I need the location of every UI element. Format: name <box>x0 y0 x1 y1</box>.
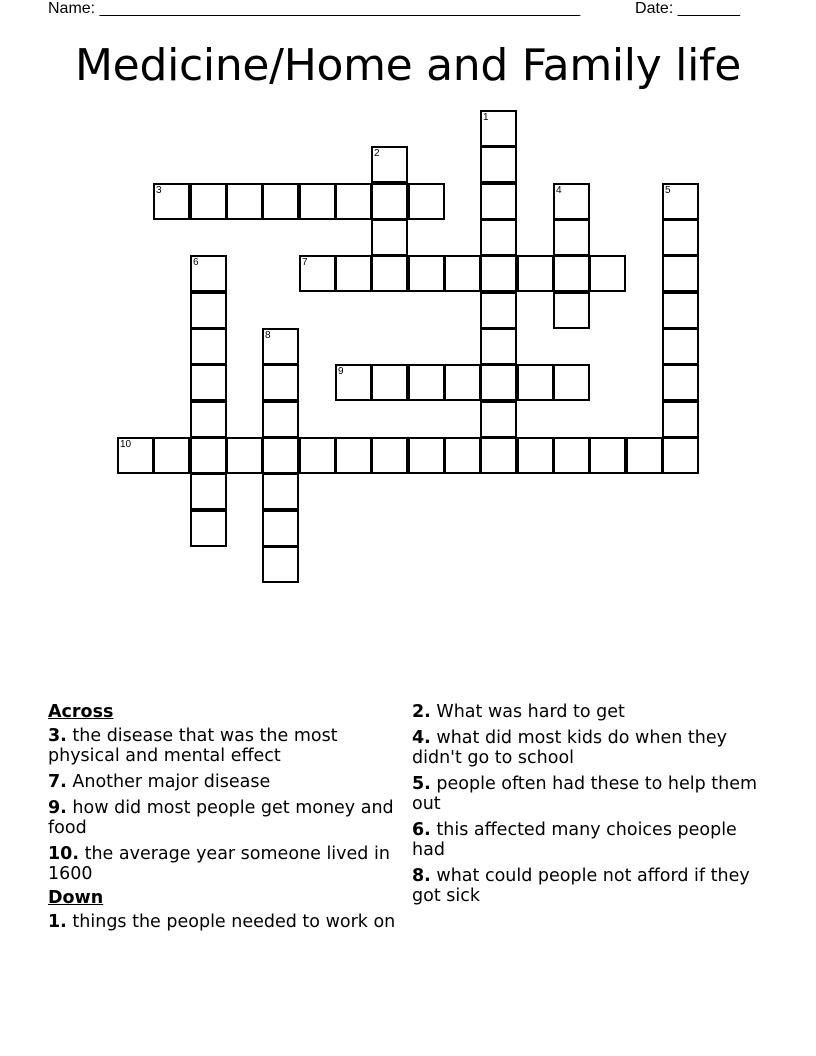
clue-text: things the people needed to work on <box>72 912 396 932</box>
grid-cell[interactable] <box>589 437 626 474</box>
grid-cell[interactable] <box>480 146 517 183</box>
page-title: Medicine/Home and Family life <box>75 40 741 91</box>
grid-cell[interactable] <box>299 437 336 474</box>
clue-number: 5. <box>412 774 431 794</box>
cell-number: 3 <box>156 185 162 196</box>
clue-text: the average year someone lived in 1600 <box>48 844 390 884</box>
clue-across-7 <box>48 772 398 792</box>
clue-text: people often had these to help them out <box>412 774 758 814</box>
grid-cell[interactable] <box>517 364 554 401</box>
grid-cell[interactable] <box>408 183 445 220</box>
grid-cell[interactable] <box>335 364 372 401</box>
grid-cell[interactable] <box>662 364 699 401</box>
clue-text: how did most people get money and food <box>48 798 394 838</box>
cell-number: 1 <box>483 112 489 123</box>
clue-number: 6. <box>412 820 431 840</box>
clue-down-1 <box>48 912 398 932</box>
grid-cell[interactable] <box>371 255 408 292</box>
clue-down-8 <box>412 866 762 906</box>
grid-cell[interactable] <box>117 437 154 474</box>
grid-cell[interactable] <box>153 437 190 474</box>
grid-cell[interactable] <box>517 437 554 474</box>
clue-down-4 <box>412 728 762 768</box>
clue-text: Another major disease <box>72 772 271 792</box>
grid-cell[interactable] <box>226 437 263 474</box>
cell-number: 10 <box>120 439 132 450</box>
grid-cell[interactable] <box>371 219 408 256</box>
grid-cell[interactable] <box>662 183 699 220</box>
clue-text: What was hard to get <box>436 702 625 722</box>
grid-cell[interactable] <box>262 546 299 583</box>
clue-across-10 <box>48 844 398 884</box>
name-field[interactable]: Name: ______________________________________________________ <box>48 0 581 17</box>
grid-cell[interactable] <box>190 364 227 401</box>
clue-number: 1. <box>48 912 67 932</box>
grid-cell[interactable] <box>408 364 445 401</box>
clue-text: what could people not afford if they got sick <box>412 866 750 906</box>
clue-number: 3. <box>48 726 67 746</box>
cell-number: 5 <box>665 185 671 196</box>
clue-number: 8. <box>412 866 431 886</box>
grid-cell[interactable] <box>262 183 299 220</box>
clue-number: 4. <box>412 728 431 748</box>
grid-cell[interactable] <box>190 401 227 438</box>
grid-cell[interactable] <box>553 183 590 220</box>
grid-cell[interactable] <box>299 183 336 220</box>
grid-cell[interactable] <box>480 401 517 438</box>
grid-cell[interactable] <box>371 364 408 401</box>
clue-number: 9. <box>48 798 67 818</box>
clues-right-column <box>412 702 762 912</box>
grid-cell[interactable] <box>190 183 227 220</box>
grid-cell[interactable] <box>662 255 699 292</box>
grid-cell[interactable] <box>190 510 227 547</box>
grid-cell[interactable] <box>335 255 372 292</box>
grid-cell[interactable] <box>444 364 481 401</box>
grid-cell[interactable] <box>553 219 590 256</box>
grid-cell[interactable] <box>262 364 299 401</box>
grid-cell[interactable] <box>371 183 408 220</box>
clue-number: 2. <box>412 702 431 722</box>
clue-text: what did most kids do when they didn't go to school <box>412 728 727 768</box>
grid-cell[interactable] <box>662 219 699 256</box>
clue-number: 7. <box>48 772 67 792</box>
grid-cell[interactable] <box>262 401 299 438</box>
clue-across-9 <box>48 798 398 838</box>
grid-cell[interactable] <box>480 255 517 292</box>
grid-cell[interactable] <box>408 437 445 474</box>
grid-cell[interactable] <box>444 437 481 474</box>
grid-cell[interactable] <box>517 255 554 292</box>
grid-cell[interactable] <box>553 437 590 474</box>
grid-cell[interactable] <box>190 255 227 292</box>
clues-left-column <box>48 702 398 938</box>
grid-cell[interactable] <box>190 292 227 329</box>
clue-down-5 <box>412 774 762 814</box>
grid-cell[interactable] <box>480 364 517 401</box>
across-heading: Across <box>48 702 114 722</box>
grid-cell[interactable] <box>190 328 227 365</box>
grid-cell[interactable] <box>553 364 590 401</box>
grid-cell[interactable] <box>299 255 336 292</box>
grid-cell[interactable] <box>662 401 699 438</box>
grid-cell[interactable] <box>480 437 517 474</box>
grid-cell[interactable] <box>262 510 299 547</box>
grid-cell[interactable] <box>589 255 626 292</box>
cell-number: 4 <box>556 185 562 196</box>
grid-cell[interactable] <box>553 255 590 292</box>
clue-text: this affected many choices people had <box>412 820 737 860</box>
cell-number: 9 <box>338 366 344 377</box>
grid-cell[interactable] <box>153 183 190 220</box>
grid-cell[interactable] <box>408 255 445 292</box>
grid-cell[interactable] <box>480 292 517 329</box>
cell-number: 7 <box>302 257 308 268</box>
grid-cell[interactable] <box>335 437 372 474</box>
down-heading: Down <box>48 888 104 908</box>
grid-cell[interactable] <box>480 183 517 220</box>
clue-down-2 <box>412 702 762 722</box>
grid-cell[interactable] <box>662 292 699 329</box>
grid-cell[interactable] <box>262 328 299 365</box>
grid-cell[interactable] <box>626 437 663 474</box>
grid-cell[interactable] <box>262 437 299 474</box>
clue-number: 10. <box>48 844 80 864</box>
grid-cell[interactable] <box>480 328 517 365</box>
grid-cell[interactable] <box>662 328 699 365</box>
grid-cell[interactable] <box>190 473 227 510</box>
grid-cell[interactable] <box>480 219 517 256</box>
grid-cell[interactable] <box>444 255 481 292</box>
cell-number: 2 <box>374 148 380 159</box>
grid-cell[interactable] <box>371 146 408 183</box>
grid-cell[interactable] <box>262 473 299 510</box>
grid-cell[interactable] <box>190 437 227 474</box>
date-field[interactable]: Date: _______ <box>635 0 740 17</box>
grid-cell[interactable] <box>553 292 590 329</box>
grid-cell[interactable] <box>226 183 263 220</box>
clue-down-6 <box>412 820 762 860</box>
grid-cell[interactable] <box>335 183 372 220</box>
clue-text: the disease that was the most physical and mental effect <box>48 726 338 766</box>
grid-cell[interactable] <box>371 437 408 474</box>
cell-number: 8 <box>265 330 271 341</box>
grid-cell[interactable] <box>662 437 699 474</box>
clue-across-3 <box>48 726 398 766</box>
grid-cell[interactable] <box>480 110 517 147</box>
cell-number: 6 <box>193 257 199 268</box>
